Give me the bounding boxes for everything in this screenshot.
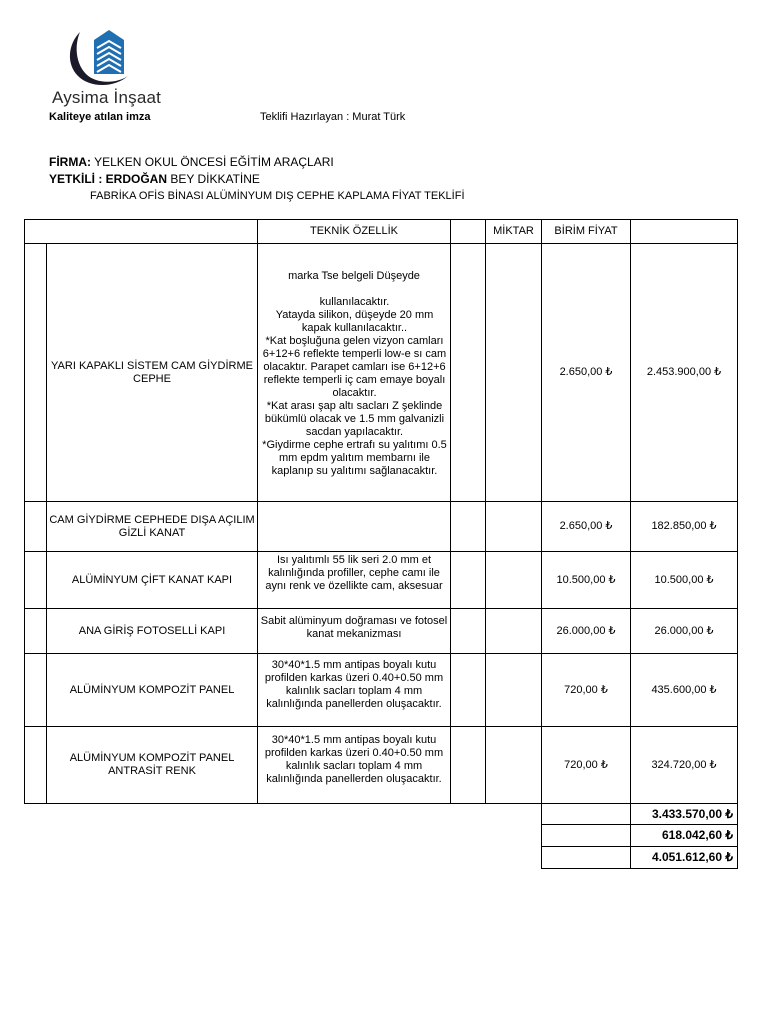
row-spec [258,244,451,502]
company-name: Aysima İnşaat [52,88,162,107]
row-spec [258,502,451,552]
row-total: 10.500,00 ₺ [631,552,738,609]
row-unit-price: 2.650,00 ₺ [542,244,631,502]
grand-total-value: 4.051.612,60 ₺ [631,847,738,869]
row-number-cell [25,502,47,552]
contact-value: BEY DİKKATİNE [167,172,260,186]
table-row [25,244,738,502]
firm-label: FİRMA: [49,155,91,169]
subtotal-value: 3.433.570,00 ₺ [631,804,738,825]
header-spec: TEKNİK ÖZELLİK [258,220,451,244]
table-row [25,552,738,609]
table-row [25,727,738,804]
row-number-cell [25,727,47,804]
firm-value: YELKEN OKUL ÖNCESİ EĞİTİM ARAÇLARI [91,155,334,169]
header-total [631,220,738,244]
row-total: 182.850,00 ₺ [631,502,738,552]
row-unit-price: 10.500,00 ₺ [542,552,631,609]
building-logo-icon [66,26,146,88]
row-quantity [486,502,542,552]
row-spec: 30*40*1.5 mm antipas boyalı kutu profilden karkas üzeri 0.40+0.50 mm kalınlık sacları toplam 4 mm kalınlığında panellerden oluşacaktır. [258,654,451,727]
summary-row-grand-total [25,847,738,869]
row-blank [451,552,486,609]
row-number-cell [25,609,47,654]
row-number-cell [25,654,47,727]
row-blank [451,727,486,804]
row-spec: Isı yalıtımlı 55 lik seri 2.0 mm et kalınlığında profiller, cephe camı ile aynı renk ve özellikte cam, aksesuar [258,552,451,609]
row-blank [451,609,486,654]
tax-value: 618.042,60 ₺ [631,825,738,847]
row-spec-first-line: marka Tse belgeli Düşeyde [288,270,420,282]
row-blank [451,502,486,552]
contact-line [49,172,260,186]
table-row [25,609,738,654]
row-quantity [486,609,542,654]
row-unit-price: 2.650,00 ₺ [542,502,631,552]
offer-title: FABRİKA OFİS BİNASI ALÜMİNYUM DIŞ CEPHE KAPLAMA FİYAT TEKLİFİ [90,190,465,202]
header-quantity: MİKTAR [486,220,542,244]
header-empty-cell [25,220,258,244]
row-total: 435.600,00 ₺ [631,654,738,727]
offer-table [24,219,738,869]
row-total: 26.000,00 ₺ [631,609,738,654]
row-description: ALÜMİNYUM KOMPOZİT PANEL [47,654,258,727]
row-number-cell [25,552,47,609]
contact-label: YETKİLİ : ERDOĞAN [49,172,168,186]
firm-line [49,155,334,169]
row-description: YARI KAPAKLI SİSTEM CAM GİYDİRME CEPHE [47,244,258,502]
summary-row-subtotal [25,804,738,825]
summary-label-cell [542,825,631,847]
row-description: ANA GİRİŞ FOTOSELLİ KAPI [47,609,258,654]
row-quantity [486,654,542,727]
row-total: 324.720,00 ₺ [631,727,738,804]
row-blank [451,244,486,502]
table-row [25,654,738,727]
row-spec: Sabit alüminyum doğraması ve fotosel kanat mekanizması [258,609,451,654]
table-row [25,502,738,552]
row-quantity [486,244,542,502]
summary-label-cell [542,847,631,869]
row-spec: 30*40*1.5 mm antipas boyalı kutu profilden karkas üzeri 0.40+0.50 mm kalınlık sacları toplam 4 mm kalınlığında panellerden oluşacaktır. [258,727,451,804]
row-quantity [486,727,542,804]
row-number-cell [25,244,47,502]
prepared-by: Teklifi Hazırlayan : Murat Türk [260,111,406,123]
row-total: 2.453.900,00 ₺ [631,244,738,502]
row-spec-details: kullanılacaktır. Yatayda silikon, düşeyde 20 mm kapak kullanılacaktır.. *Kat boşluğuna gelen vizyon camları 6+12+6 reflekte temperli low-e sı cam olacaktır. Parapet camları ise 6+12+6 reflekte temperli iç cam emaye boyalı olacaktır. *Kat arası şap altı sacları Z şeklinde bükümlü olacak ve 1.5 mm galvanizli sacdan yapılacaktır. *Giydirme cephe ertrafı su yalıtımı 0.5 mm epdm yalıtım membarnı ile kaplanıp su yalıtımı sağlanacaktır. [262,296,447,477]
row-unit-price: 720,00 ₺ [542,654,631,727]
row-unit-price: 26.000,00 ₺ [542,609,631,654]
header-blank [451,220,486,244]
table-header-row [25,220,738,244]
company-logo [48,26,162,108]
row-description: CAM GİYDİRME CEPHEDE DIŞA AÇILIM GİZLİ KANAT [47,502,258,552]
row-quantity [486,552,542,609]
summary-label-cell [542,804,631,825]
header-unit-price: BİRİM FİYAT [542,220,631,244]
row-unit-price: 720,00 ₺ [542,727,631,804]
row-description: ALÜMİNYUM KOMPOZİT PANEL ANTRASİT RENK [47,727,258,804]
slogan: Kaliteye atılan imza [49,111,151,123]
row-blank [451,654,486,727]
summary-row-tax [25,825,738,847]
row-description: ALÜMİNYUM ÇİFT KANAT KAPI [47,552,258,609]
